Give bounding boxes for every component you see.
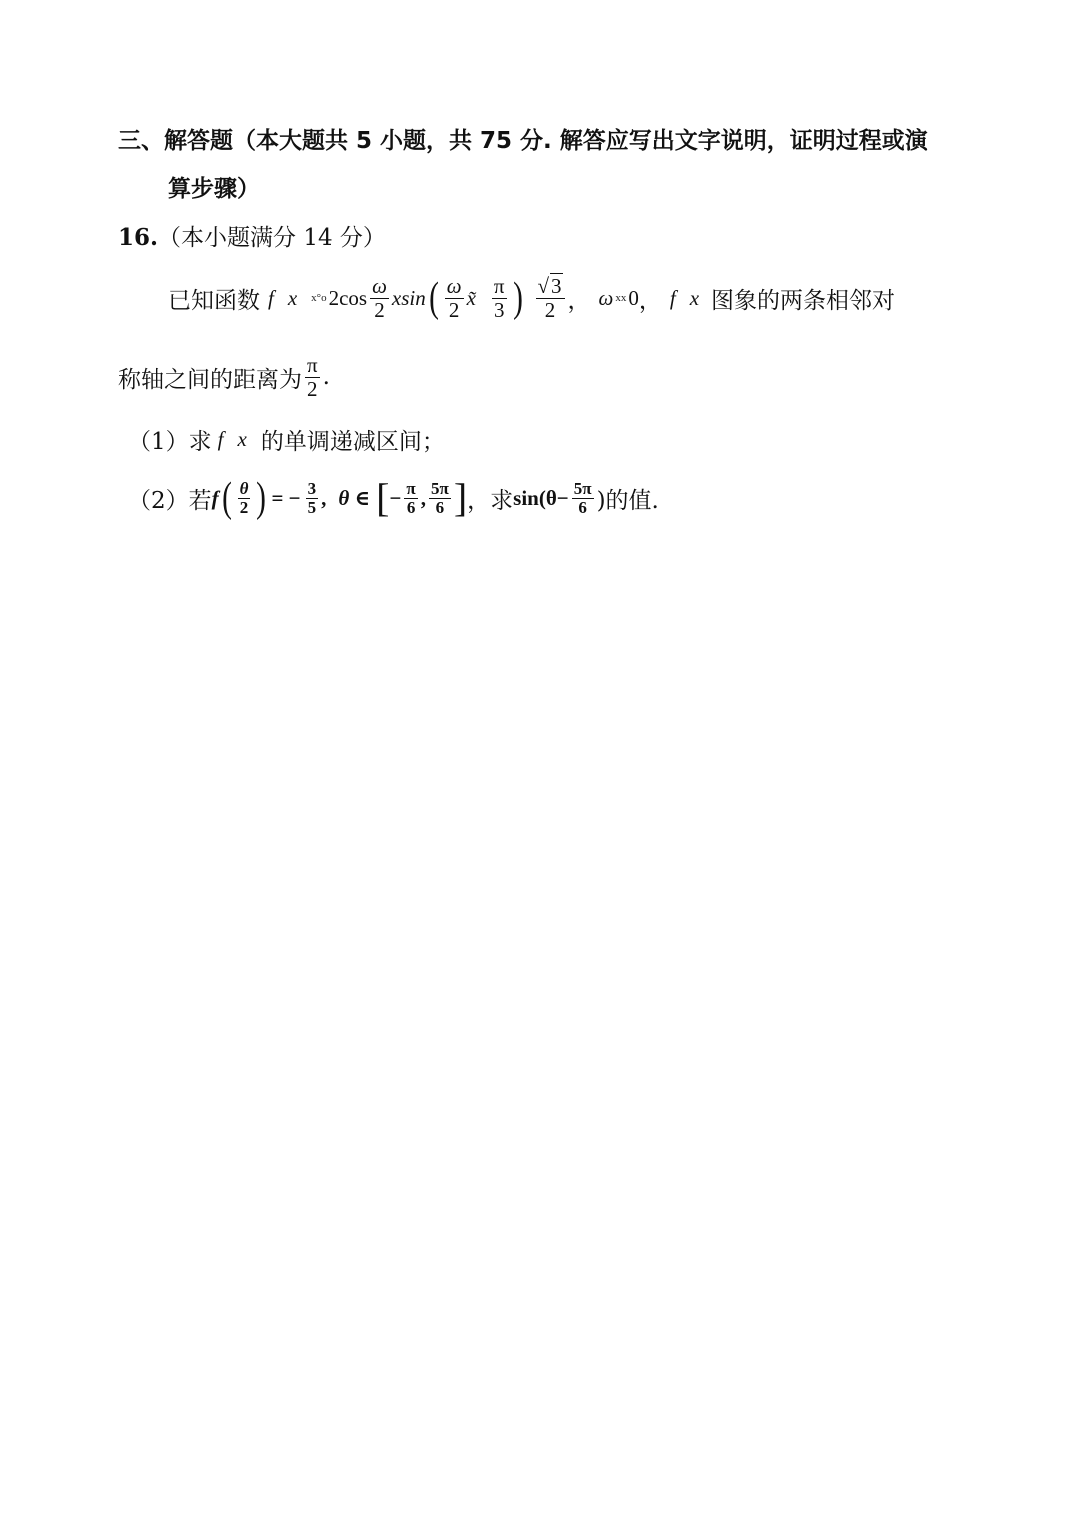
axis-distance-line: 称轴之间的距离为 $\frac{\pi}{2}$ . (118, 353, 330, 401)
problem-number: 16. (118, 224, 159, 251)
pi-over-2: $\frac{\pi}{2}$ (307, 353, 318, 401)
section-title-line2: 算步骤） (168, 176, 260, 202)
problem-score-note: （本小题满分 14 分） (158, 225, 386, 251)
intro-tail: 图象的两条相邻对 (711, 287, 896, 314)
intro-prefix: 已知函数 (168, 287, 260, 314)
part2-formula: f ( $\frac{\theta}{2}$ ) = − $\frac{3}{5}$ , θ ∈ [ − $\frac{\pi}{6}$ , $\frac{5\pi}{6}$ ] (211, 475, 468, 521)
problem-header (118, 219, 386, 252)
function-definition: 已知函数 f x x°o 2cos $\frac{\omega}{2}$ xsin ( $\frac{\omega}{2}$ x̃ $\frac{\pi}{3}$ ) $\frac{√3}{2}$ ， ω xx 0 ， f x 图象的两条相邻对 (168, 274, 896, 322)
omega-condition: ω xx 0 (598, 285, 639, 310)
pi-over-3: $\frac{\pi}{3}$ (493, 274, 505, 322)
function-formula: f x x°o 2cos $\frac{\omega}{2}$ xsin ( $\frac{\omega}{2}$ x̃ $\frac{\pi}{3}$ ) $\frac{√3}{2}$ (260, 275, 568, 320)
section-title-line1: 三、解答题（本大题共 5 小题，共 75 分. 解答应写出文字说明，证明过程或演 (118, 128, 928, 154)
omega-over-2: $\frac{\omega}{2}$ (372, 274, 387, 322)
sqrt3-over-2: $\frac{√3}{2}$ (536, 275, 565, 320)
part1: （1）求 f x 的单调递减区间； (128, 427, 445, 455)
part2: （2）若 f ( $\frac{\theta}{2}$ ) = − $\frac{3}{5}$ , θ ∈ [ − $\frac{\pi}{6}$ , $\frac{5\pi}{6}$ ] ，求 sin(θ− $\frac{5\pi}{6}$ )的值. (128, 475, 659, 521)
three-fifths: $\frac{3}{5}$ (307, 478, 317, 517)
